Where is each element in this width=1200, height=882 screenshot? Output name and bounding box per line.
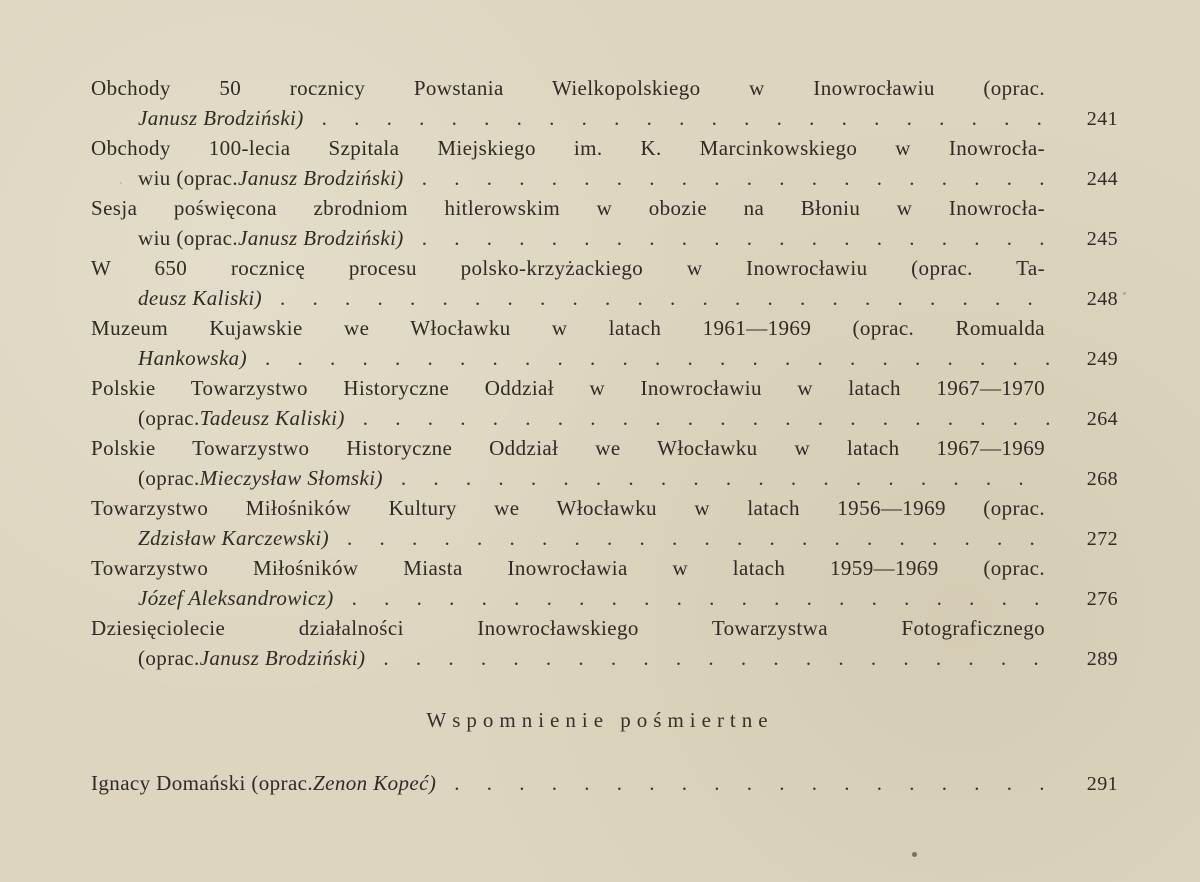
toc-entry [91, 73, 1118, 133]
leader-dots [322, 103, 1052, 133]
entry-detail-line [91, 583, 1118, 613]
entry-detail-line [91, 163, 1118, 193]
entry-author: deusz Kaliski) [138, 286, 263, 310]
paper-speck [120, 182, 122, 184]
toc-entry [91, 133, 1118, 193]
toc-entry [91, 613, 1118, 673]
entry-title-line: W 650 rocznicę procesu polsko-krzyżackiego w Inowrocławiu (oprac. Ta- [91, 256, 1045, 280]
entry-author: Janusz Brodziński) [238, 166, 404, 190]
leader-dots [422, 163, 1052, 193]
section-heading: Wspomnienie pośmiertne [426, 708, 774, 732]
leader-dots [454, 768, 1052, 798]
entry-prefix: (oprac. [138, 406, 200, 430]
entry-title-line: Obchody 100-lecia Szpitala Miejskiego im. K. Marcinkowskiego w Inowrocła- [91, 136, 1045, 160]
toc-entry [91, 433, 1118, 493]
page-number: 264 [1086, 408, 1118, 430]
entry-detail-line [91, 343, 1118, 373]
page-number: 268 [1086, 468, 1118, 490]
entry-detail-line [91, 403, 1118, 433]
leader-dots [401, 463, 1052, 493]
entry-detail-line [91, 103, 1118, 133]
entry-title-line: Muzeum Kujawskie we Włocławku w latach 1961—1969 (oprac. Romualda [91, 316, 1045, 340]
paper-speck [1123, 292, 1126, 295]
entry-detail-line [91, 768, 1118, 798]
entry-prefix: wiu (oprac. [138, 166, 239, 190]
entry-author: Józef Aleksandrowicz) [138, 586, 334, 610]
entry-title-line: Polskie Towarzystwo Historyczne Oddział we Włocławku w latach 1967—1969 [91, 436, 1045, 460]
leader-dots [265, 343, 1052, 373]
page-number: 245 [1086, 228, 1118, 250]
entry-detail-line [91, 283, 1118, 313]
entry-prefix: Ignacy Domański (oprac. [91, 771, 314, 795]
entry-author: Mieczysław Słomski) [199, 466, 383, 490]
leader-dots [280, 283, 1052, 313]
page-number: 276 [1086, 588, 1118, 610]
entry-title-line: Towarzystwo Miłośników Miasta Inowrocławia w latach 1959—1969 (oprac. [91, 556, 1045, 580]
entry-title-line: Obchody 50 rocznicy Powstania Wielkopolskiego w Inowrocławiu (oprac. [91, 76, 1045, 100]
entry-author: Zenon Kopeć) [313, 771, 437, 795]
entry-author: Janusz Brodziński) [238, 226, 404, 250]
toc-entry [91, 313, 1118, 373]
leader-dots [352, 583, 1052, 613]
entry-author: Zdzisław Karczewski) [138, 526, 329, 550]
page-number: 249 [1086, 348, 1118, 370]
toc-entry [91, 253, 1118, 313]
page-number: 291 [1086, 773, 1118, 795]
page-number: 248 [1086, 288, 1118, 310]
entry-title-line: Towarzystwo Miłośników Kultury we Włocławku w latach 1956—1969 (oprac. [91, 496, 1045, 520]
page-number: 289 [1086, 648, 1118, 670]
entry-author: Janusz Brodziński) [138, 106, 304, 130]
entry-author: Tadeusz Kaliski) [199, 406, 345, 430]
entry-title-line: Sesja poświęcona zbrodniom hitlerowskim w obozie na Błoniu w Inowrocła- [91, 196, 1045, 220]
entry-title-line: Dziesięciolecie działalności Inowrocławskiego Towarzystwa Fotograficznego [91, 616, 1045, 640]
leader-dots [422, 223, 1052, 253]
toc-entry [91, 373, 1118, 433]
paper-speck [912, 852, 917, 857]
page-number: 241 [1086, 108, 1118, 130]
toc-entry-final [91, 768, 1118, 798]
toc-entry [91, 193, 1118, 253]
page-number: 272 [1086, 528, 1118, 550]
entry-prefix: wiu (oprac. [138, 226, 239, 250]
leader-dots [383, 643, 1052, 673]
entry-prefix: (oprac. [138, 466, 200, 490]
leader-dots [363, 403, 1052, 433]
leader-dots [347, 523, 1052, 553]
entry-detail-line [91, 223, 1118, 253]
entry-author: Hankowska) [138, 346, 247, 370]
toc-entry [91, 493, 1118, 553]
entry-detail-line [91, 643, 1118, 673]
entry-prefix: (oprac. [138, 646, 200, 670]
page-number: 244 [1086, 168, 1118, 190]
toc-entry [91, 553, 1118, 613]
entry-detail-line [91, 463, 1118, 493]
entry-detail-line [91, 523, 1118, 553]
entry-title-line: Polskie Towarzystwo Historyczne Oddział w Inowrocławiu w latach 1967—1970 [91, 376, 1045, 400]
entry-author: Janusz Brodziński) [199, 646, 366, 670]
